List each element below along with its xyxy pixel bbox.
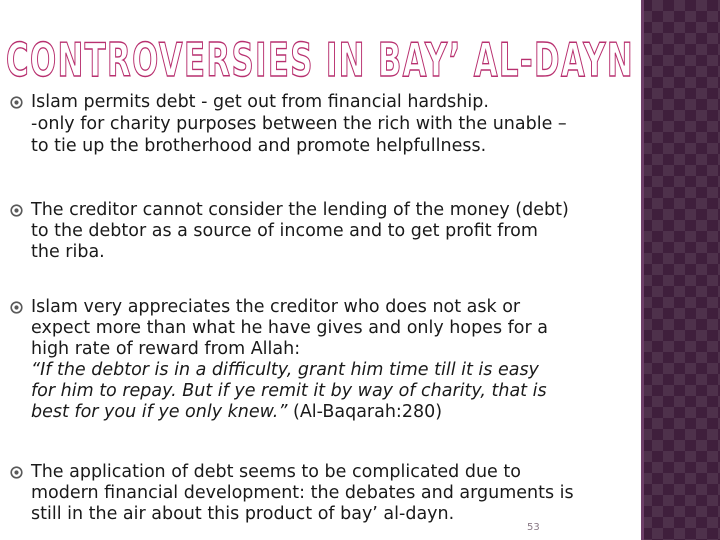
bullet-text <box>31 297 638 423</box>
bullet-line: modern financial development: the debates and arguments is <box>31 483 574 503</box>
bullet-line: -only for charity purposes between the rich with the unable – <box>31 114 567 134</box>
decorative-side-panel <box>641 0 720 540</box>
bullet-line: The creditor cannot consider the lending of the money (debt) <box>31 200 569 220</box>
bullet-line: expect more than what he have gives and only hopes for a <box>31 318 548 338</box>
slide-title <box>6 30 638 86</box>
circle-ring-bullet-icon <box>10 204 23 217</box>
quote-line: “If the debtor is in a difficulty, grant him time till it is easy <box>31 360 539 380</box>
quote-line: best for you if ye only knew.” <box>31 402 288 422</box>
bullet-text <box>31 92 638 157</box>
side-panel-edge <box>641 0 644 540</box>
circle-ring-bullet-icon <box>10 301 23 314</box>
bullet-line: to tie up the brotherhood and promote helpfullness. <box>31 136 487 156</box>
bullet-line: the riba. <box>31 242 105 262</box>
bullet-line: high rate of reward from Allah: <box>31 339 301 359</box>
bullet-line: to the debtor as a source of income and to get profit from <box>31 221 538 241</box>
bullet-text <box>31 462 638 525</box>
circle-ring-bullet-icon <box>10 96 23 109</box>
bullet-text <box>31 200 638 263</box>
bullet-line: Islam very appreciates the creditor who does not ask or <box>31 297 521 317</box>
quote-citation: (Al-Baqarah:280) <box>287 402 443 422</box>
bullet-line: Islam permits debt - get out from financial hardship. <box>31 92 489 112</box>
slide-title-text: CONTROVERSIES IN BAY’ AL-DAYN <box>6 33 634 86</box>
quote-line: for him to repay. But if ye remit it by way of charity, that is <box>31 381 547 401</box>
bullet-line: still in the air about this product of bay’ al-dayn. <box>31 504 455 524</box>
bullet-line: The application of debt seems to be complicated due to <box>31 462 521 482</box>
slide-title-outline <box>6 30 638 86</box>
circle-ring-bullet-icon <box>10 466 23 479</box>
page-number: 53 <box>527 522 540 533</box>
